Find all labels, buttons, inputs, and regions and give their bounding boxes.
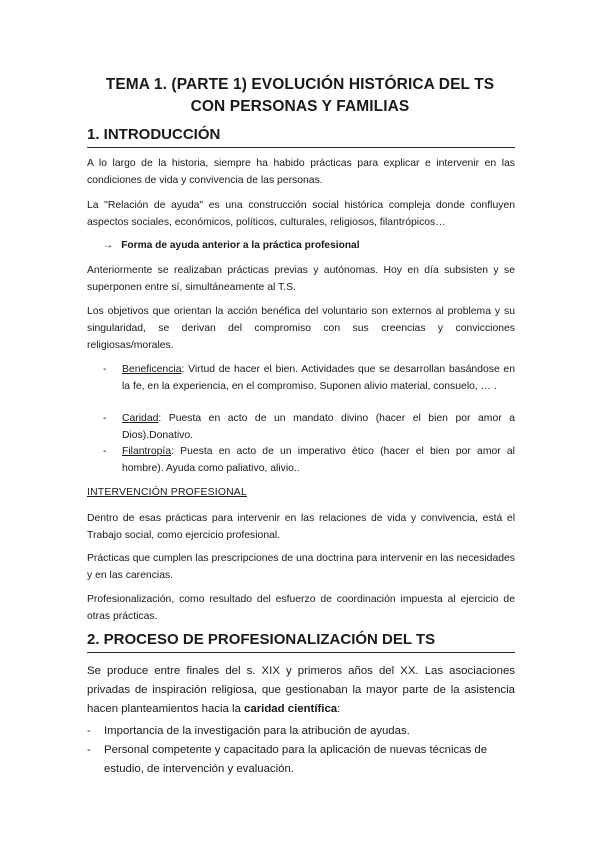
section-2-heading: 2. PROCESO DE PROFESIONALIZACIÓN DEL TS	[87, 631, 436, 648]
intervention-paragraph-3: Profesionalización, como resultado del esfuerzo de coordinación impuesta al ejercicio de otras prácticas.	[87, 594, 515, 622]
intro-paragraph-3: Anteriormente se realizaban prácticas previas y autónomas. Hoy en día subsisten y se superponen entre sí, simultáneamente al T.S.	[87, 265, 515, 293]
definition-filantropia: : Puesta en acto de un imperativo ético (hacer el bien por amor al hombre). Ayuda como paliativo, alivio..	[122, 446, 515, 474]
list-item-text: Personal competente y capacitado para la aplicación de nuevas técnicas de estudio, de intervención y evaluación.	[104, 744, 488, 775]
intro-paragraph-4: Los objetivos que orientan la acción benéfica del voluntario son externos al problema y su singularidad, se derivan del compromiso con sus creencias y convicciones religiosas/morales.	[87, 306, 515, 351]
section-2-paragraph	[87, 662, 515, 719]
list-dash: -	[103, 364, 107, 375]
section-2-rule	[87, 652, 515, 653]
list-dash: -	[87, 725, 91, 737]
title-line-2: CON PERSONAS Y FAMILIAS	[190, 98, 410, 115]
subheading-intervencion: INTERVENCIÓN PROFESIONAL	[87, 487, 247, 498]
list-dash: -	[103, 446, 107, 457]
right-arrow-icon: →	[103, 240, 114, 251]
section-1-rule	[87, 147, 515, 148]
term-beneficencia: Beneficencia	[122, 364, 182, 375]
list-dash: -	[103, 413, 107, 424]
arrow-heading	[103, 238, 360, 254]
intervention-paragraph-2: Prácticas que cumplen las prescripciones de una doctrina para intervenir en las necesidades y en las carencias.	[87, 553, 515, 581]
document-title	[60, 74, 540, 118]
definition-caridad: : Puesta en acto de un mandato divino (hacer el bien por amor a Dios).Donativo.	[122, 413, 515, 441]
arrow-heading-text: Forma de ayuda anterior a la práctica profesional	[121, 240, 360, 251]
intervention-paragraph-1: Dentro de esas prácticas para intervenir en las relaciones de vida y convivencia, está el Trabajo social, como ejercicio profesional.	[87, 513, 515, 541]
list-item-text: Importancia de la investigación para la atribución de ayudas.	[104, 725, 410, 737]
section-2-paragraph-text: Se produce entre finales del s. XIX y primeros años del XX. Las asociaciones privadas de inspiración religiosa, que gestionaban la mayor parte de la asistencia hacen planteamientos hacia la	[87, 665, 515, 715]
caridad-cientifica-term: caridad científica	[244, 703, 338, 715]
list-dash: -	[87, 744, 91, 756]
term-filantropia: Filantropía	[122, 446, 172, 457]
section-1-heading: 1. INTRODUCCIÓN	[87, 126, 221, 143]
intro-paragraph-2: La "Relación de ayuda" es una construcción social histórica compleja donde confluyen aspectos sociales, económicos, políticos, culturales, religiosos, filantrópicos…	[87, 200, 515, 228]
title-line-1: TEMA 1. (PARTE 1) EVOLUCIÓN HISTÓRICA DEL TS	[105, 76, 495, 93]
term-caridad: Caridad	[122, 413, 159, 424]
definition-beneficencia: : Virtud de hacer el bien. Actividades que se desarrollan basándose en la fe, en la experiencia, en el compromiso. Suponen alivio material, consuelo, … .	[122, 364, 515, 392]
intro-paragraph-1: A lo largo de la historia, siempre ha habido prácticas para explicar e intervenir en las condiciones de vida y convivencia de las personas.	[87, 158, 515, 186]
section-2-paragraph-colon: :	[337, 703, 341, 715]
